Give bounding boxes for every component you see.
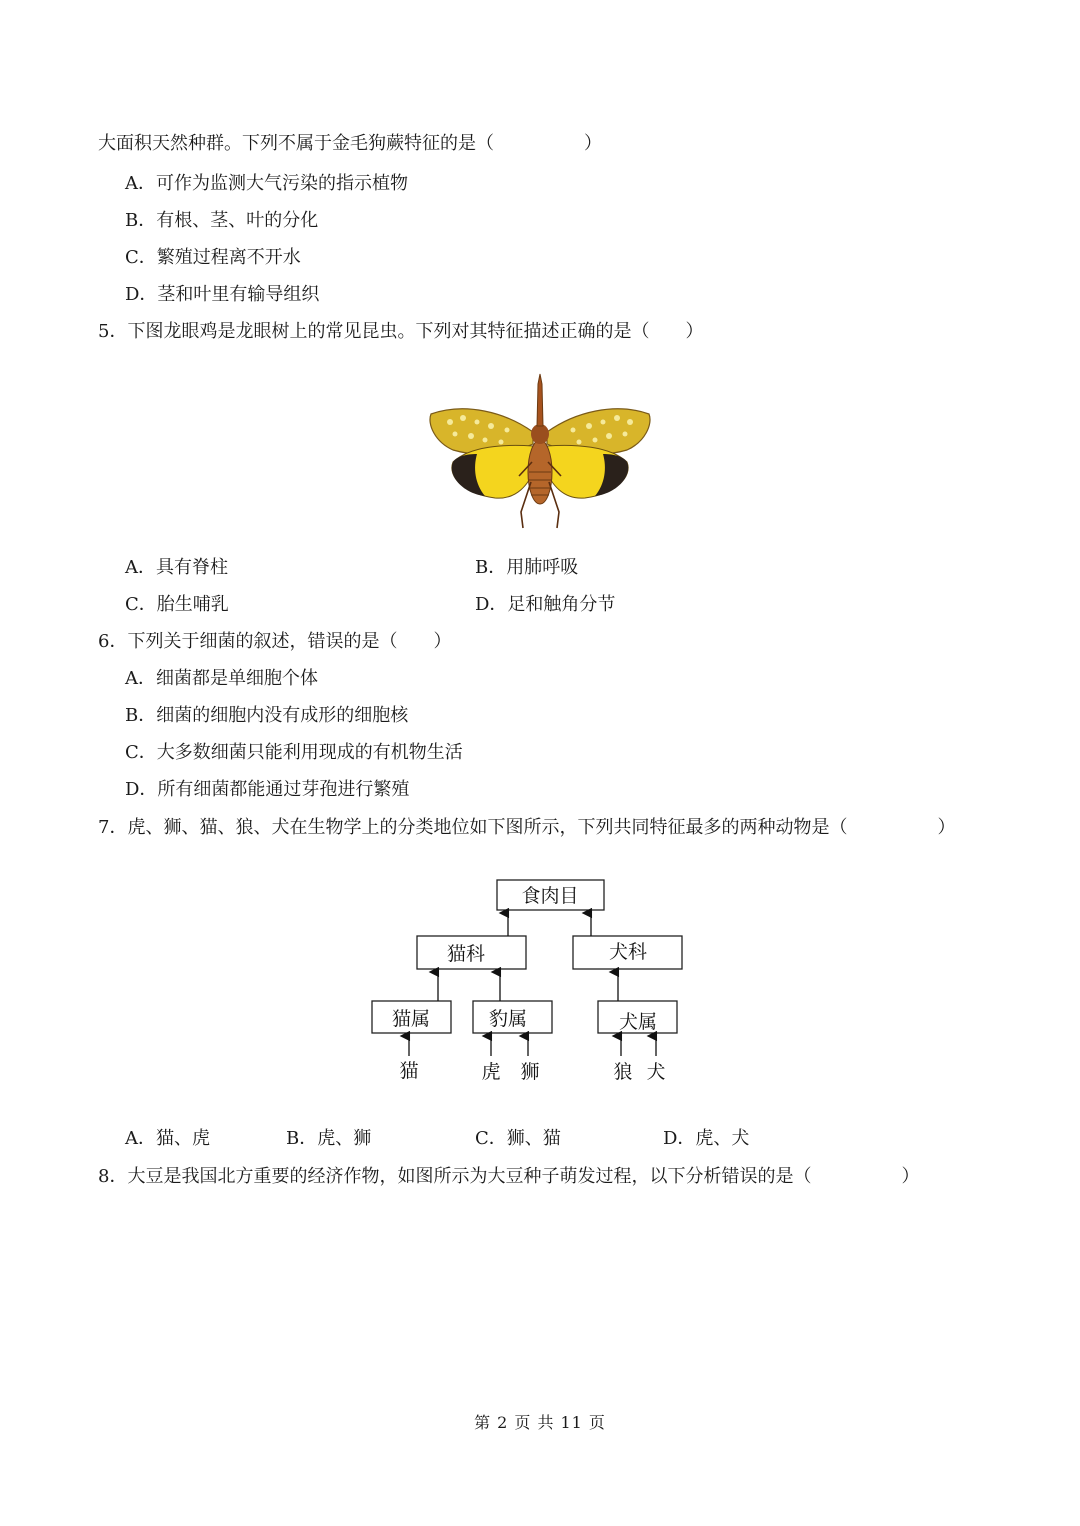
q5-option-c: C．胎生哺乳 bbox=[125, 594, 229, 615]
page-footer bbox=[0, 1410, 1080, 1433]
label-tiger: 虎 bbox=[481, 1061, 501, 1083]
q7-option-c: C．狮、猫 bbox=[475, 1128, 561, 1149]
label-cat: 猫 bbox=[399, 1060, 419, 1082]
q7-option-b: B．虎、狮 bbox=[286, 1128, 372, 1149]
label-lion: 狮 bbox=[520, 1061, 540, 1083]
label-genus-felis: 猫属 bbox=[391, 1008, 431, 1030]
q6-option-a: A．细菌都是单细胞个体 bbox=[125, 668, 318, 689]
q5-option-b: B．用肺呼吸 bbox=[475, 557, 579, 578]
q4-option-a: A．可作为监测大气污染的指示植物 bbox=[125, 173, 408, 194]
label-order: 食肉目 bbox=[521, 885, 579, 907]
q6-option-c: C．大多数细菌只能利用现成的有机物生活 bbox=[125, 742, 463, 763]
footer-page-number: 2 bbox=[497, 1413, 509, 1432]
footer-mid: 页 共 bbox=[514, 1413, 555, 1432]
label-wolf: 狼 bbox=[613, 1061, 633, 1083]
q4-option-b: B．有根、茎、叶的分化 bbox=[125, 210, 319, 231]
label-genus-panthera: 豹属 bbox=[488, 1008, 528, 1030]
q7-option-d: D．虎、犬 bbox=[663, 1128, 750, 1149]
lanternfly-image bbox=[425, 372, 655, 534]
q7-option-a: A．猫、虎 bbox=[125, 1128, 210, 1149]
footer-total-pages: 11 bbox=[560, 1413, 583, 1432]
q8-stem: 8．大豆是我国北方重要的经济作物，如图所示为大豆种子萌发过程，以下分析错误的是（ ） bbox=[98, 1166, 920, 1187]
footer-pre: 第 bbox=[474, 1413, 492, 1432]
q5-option-d: D．足和触角分节 bbox=[475, 594, 616, 615]
q6-option-d: D．所有细菌都能通过芽孢进行繁殖 bbox=[125, 779, 410, 800]
taxonomy-tree-diagram bbox=[360, 870, 700, 1090]
label-family-cat: 猫科 bbox=[446, 943, 486, 965]
q7-stem: 7．虎、狮、猫、狼、犬在生物学上的分类地位如下图所示，下列共同特征最多的两种动物是（ ） bbox=[98, 817, 956, 838]
q6-stem: 6．下列关于细菌的叙述，错误的是（ ） bbox=[98, 631, 452, 652]
label-family-dog: 犬科 bbox=[608, 941, 648, 963]
q4-option-d: D．茎和叶里有输导组织 bbox=[125, 284, 320, 305]
footer-post: 页 bbox=[588, 1413, 606, 1432]
label-genus-canis: 犬属 bbox=[618, 1011, 658, 1033]
q4-option-c: C．繁殖过程离不开水 bbox=[125, 247, 301, 268]
label-dog: 犬 bbox=[646, 1061, 666, 1083]
q4-stem-tail: 大面积天然种群。下列不属于金毛狗蕨特征的是（ ） bbox=[98, 133, 602, 154]
q5-stem: 5．下图龙眼鸡是龙眼树上的常见昆虫。下列对其特征描述正确的是（ ） bbox=[98, 321, 704, 342]
q5-option-a: A．具有脊柱 bbox=[125, 557, 228, 578]
q6-option-b: B．细菌的细胞内没有成形的细胞核 bbox=[125, 705, 409, 726]
